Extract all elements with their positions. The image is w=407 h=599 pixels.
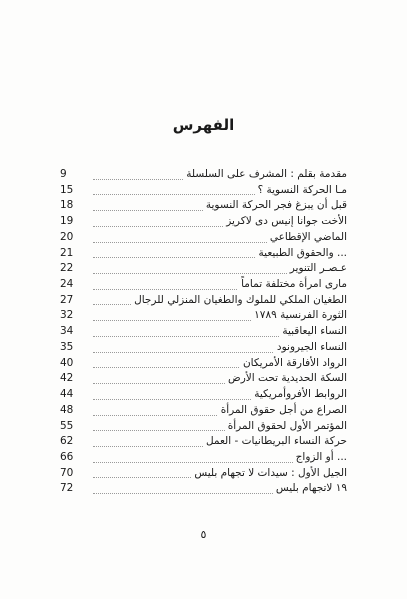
toc-entry [60, 340, 347, 356]
toc-entry-title: ... أو الزواج [293, 451, 347, 464]
page-number: ٥ [200, 528, 207, 541]
toc-entry-title: عـصـر التنوير [287, 262, 347, 275]
toc-entry-page: 24 [60, 278, 74, 291]
toc-entry-title: الثورة الفرنسية ١٧٨٩ [251, 309, 347, 322]
toc-entry-page: 70 [60, 466, 74, 479]
toc-entry-page: 66 [60, 450, 74, 463]
toc-entry-title: مـا الحركة النسوية ؟ [255, 184, 347, 197]
toc-entry [60, 293, 347, 309]
page-title: الفهرس [172, 116, 235, 134]
toc-entry [60, 214, 347, 230]
toc-entry-title: حركة النساء البريطانيات - العمل [203, 435, 347, 448]
toc-entry-page: 44 [60, 388, 74, 401]
toc-entry-title: الطغيان الملكي للملوك والطغيان المنزلي للرجال [131, 294, 347, 307]
toc-entry-page: 15 [60, 183, 74, 196]
toc-entry-page: 55 [60, 419, 74, 432]
toc-entry-page: 62 [60, 435, 74, 448]
toc-entry [60, 403, 347, 419]
toc-entry [60, 324, 347, 340]
toc-entry-page: 9 [60, 168, 67, 180]
toc-entry [60, 198, 347, 214]
toc-entry [60, 246, 347, 262]
toc-entry [60, 387, 347, 403]
toc-entry-title: الروابط الأفروأمريكية [251, 388, 347, 401]
toc-entry [60, 434, 347, 450]
toc-entry [60, 371, 347, 387]
toc-entry [60, 261, 347, 277]
table-of-contents [60, 167, 347, 497]
toc-entry [60, 481, 347, 497]
toc-entry-title: ... والحقوق الطبيعية [256, 247, 347, 260]
toc-entry-page: 20 [60, 230, 74, 243]
toc-entry-title: الرواد الأفارقة الأمريكان [240, 357, 347, 370]
toc-entry [60, 277, 347, 293]
toc-entry-page: 48 [60, 403, 74, 416]
toc-entry-page: 27 [60, 293, 74, 306]
toc-entry [60, 419, 347, 435]
toc-entry-page: 72 [60, 482, 74, 495]
toc-entry-title: المؤتمر الأول لحقوق المرأة [225, 420, 347, 433]
toc-entry [60, 308, 347, 324]
toc-entry [60, 167, 347, 183]
toc-entry-page: 42 [60, 372, 74, 385]
toc-entry-title: مقدمة بقلم : المشرف على السلسلة [183, 168, 347, 181]
toc-entry-page: 35 [60, 340, 74, 353]
toc-entry-title: السكة الحديدية تحت الأرض [225, 372, 347, 385]
toc-entry [60, 230, 347, 246]
toc-entry-title: الجيل الأول : سيدات لا تجهام بليس [191, 467, 347, 480]
toc-entry-page: 22 [60, 262, 74, 275]
toc-entry-page: 19 [60, 215, 74, 228]
toc-entry-page: 21 [60, 246, 74, 259]
toc-entry-title: الصراع من أجل حقوق المرأة [218, 404, 347, 417]
toc-entry-title: مارى امرأة مختلفة تماماً [238, 278, 347, 291]
toc-entry [60, 450, 347, 466]
toc-entry [60, 466, 347, 482]
toc-entry-title: الأخت جوانا إنيس دى لاكريز [223, 215, 347, 228]
toc-entry-title: النساء الجيرونود [274, 341, 347, 354]
toc-entry [60, 183, 347, 199]
toc-entry-title: ١٩ لاتجهام بليس [273, 482, 347, 495]
toc-entry-title: قبل أن يبزغ فجر الحركة النسوية [203, 199, 347, 212]
toc-entry-page: 32 [60, 309, 74, 322]
toc-entry [60, 356, 347, 372]
toc-entry-title: النساء اليعاقبية [279, 325, 347, 338]
toc-entry-page: 18 [60, 199, 74, 212]
toc-entry-title: الماضي الإقطاعي [267, 231, 347, 244]
toc-entry-page: 34 [60, 325, 74, 338]
toc-entry-page: 40 [60, 356, 74, 369]
